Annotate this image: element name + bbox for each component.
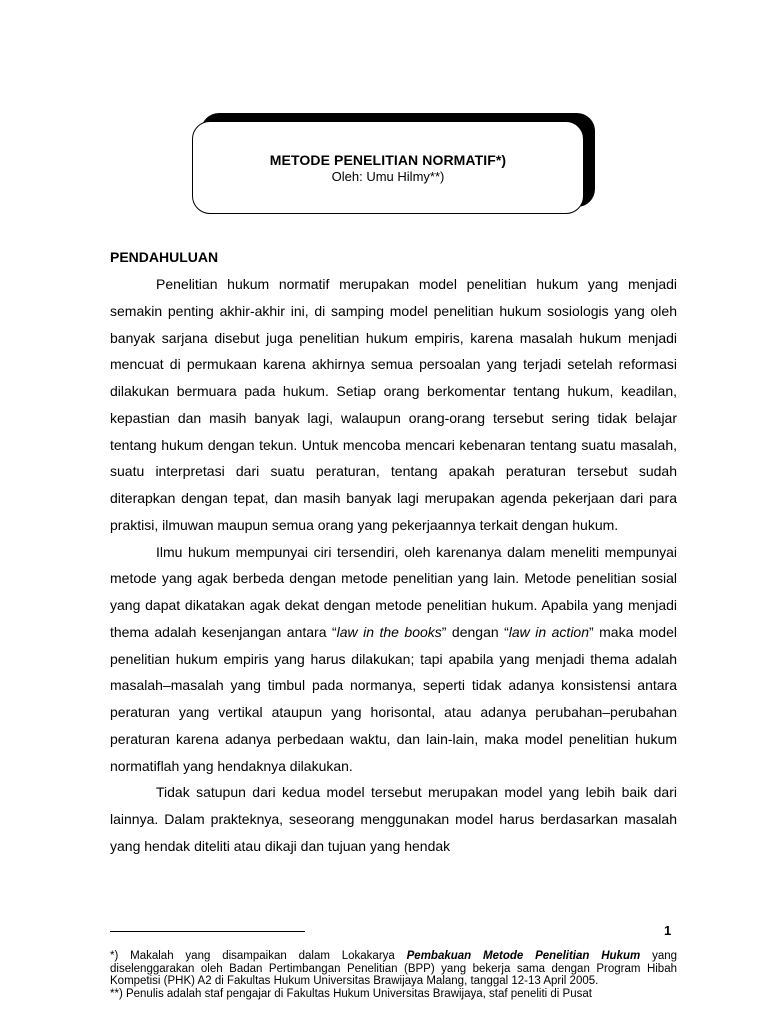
- paragraph-2-part-3: ” maka model penelitian hukum empiris yang harus dilakukan; tapi apabila yang menjadi thema adalah masalah–masalah yang timbul pada normanya, seperti tidak adanya konsistensi antara peraturan yang vertikal ataupun yang horisontal, atau adanya perubahan–perubahan peraturan karena adanya perbedaan waktu, dan lain-lain, maka model penelitian hukum normatiflah yang hendaknya dilakukan.: [110, 623, 677, 774]
- footnote-1-prefix: *) Makalah yang disampaikan dalam Lokakarya: [110, 950, 407, 962]
- paragraph-2-part-1: Ilmu hukum mempunyai ciri tersendiri, oleh karenanya dalam meneliti mempunyai metode yang agak berbeda dengan metode penelitian yang lain. Metode penelitian sosial yang dapat dikatakan agak dekat dengan metode penelitian hukum. Apabila yang menjadi thema adalah kesenjangan antara “: [110, 543, 677, 640]
- page-number: 1: [664, 923, 672, 938]
- footnote-2: **) Penulis adalah staf pengajar di Fakultas Hukum Universitas Brawijaya, staf peneliti di Pusat: [110, 987, 592, 1000]
- body-text: [110, 271, 677, 860]
- paragraph-1: Penelitian hukum normatif merupakan model penelitian hukum yang menjadi semakin penting akhir-akhir ini, di samping model penelitian hukum sosiologis yang oleh banyak sarjana disebut juga penelitian hukum empiris, karena masalah hukum menjadi mencuat di permukaan karena akhirnya semua persoalan yang terjadi setelah reformasi dilakukan bermuara pada hukum. Setiap orang berkomentar tentang hukum, keadilan, kepastian dan masih banyak lagi, walaupun orang-orang tersebut sering tidak belajar tentang hukum dengan tekun. Untuk mencoba mencari kebenaran tentang suatu masalah, suatu interpretasi dari suatu peraturan, tentang apakah peraturan tersebut sudah diterapkan dengan tepat, dan masih banyak lagi merupakan agenda pekerjaan dari para praktisi, ilmuwan maupun semua orang yang pekerjaannya terkait dengan hukum.: [110, 276, 677, 533]
- paragraph-2: [110, 539, 677, 780]
- paragraph-2-part-2: ” dengan “: [441, 623, 509, 640]
- footnote-1: [110, 950, 677, 988]
- paragraph-2-italic-2: law in action: [508, 623, 589, 640]
- title-box-frame: [192, 121, 584, 214]
- section-heading: PENDAHULUAN: [110, 249, 219, 265]
- paragraph-3: Tidak satupun dari kedua model tersebut merupakan model yang lebih baik dari lainnya. Dalam prakteknya, seseorang menggunakan model harus berdasarkan masalah yang hendak diteliti atau dikaji dan tujuan yang hendak: [110, 784, 677, 854]
- document-author: Oleh: Umu Hilmy**): [331, 169, 445, 184]
- paragraph-2-italic-1: law in the books: [336, 623, 442, 640]
- footnotes: [110, 950, 677, 1000]
- footnote-1-suffix: yang diselenggarakan oleh Badan Pertimbangan Penelitian (BPP) yang bekerja sama dengan Program Hibah Kompetisi (PHK) A2 di Fakultas Hukum Universitas Brawijaya Malang, tanggal 12-13 April 2005.: [110, 950, 678, 988]
- footnote-1-emphasis: Pembakuan Metode Penelitian Hukum: [406, 950, 641, 962]
- footnote-divider: [110, 931, 305, 932]
- document-title: METODE PENELITIAN NORMATIF*): [269, 152, 507, 168]
- title-box: [192, 113, 595, 216]
